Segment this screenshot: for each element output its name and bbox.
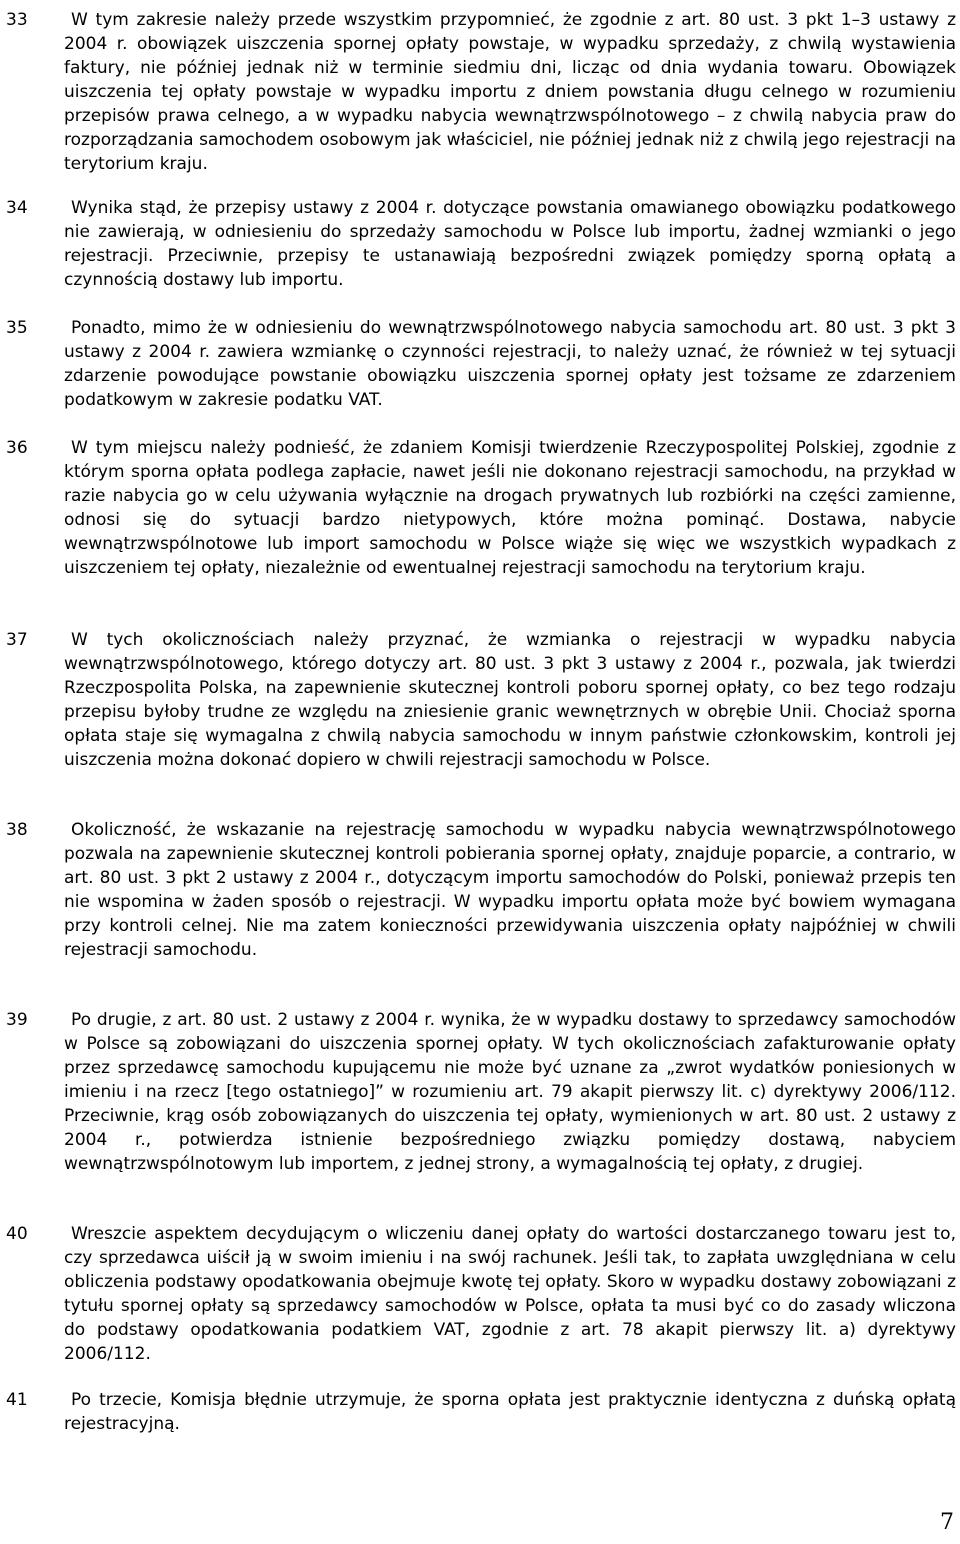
paragraph-text: Po trzecie, Komisja błędnie utrzymuje, że sporna opłata jest praktycznie identyczna z duńską opłatą rejestracyjną. [64,1390,956,1434]
paragraph-38 [0,818,960,962]
paragraph-number: 35 [6,318,28,338]
paragraph-number: 38 [6,820,28,840]
paragraph-text: Wreszcie aspektem decydującym o wliczeniu danej opłaty do wartości dostarczanego towaru jest to, czy sprzedawca uiścił ją w swoim imieniu i na swój rachunek. Jeśli tak, to zapłata uwzględniana w celu obliczenia podstawy opodatkowania obejmuje kwotę tej opłaty. Skoro w wypadku dostawy zobowiązani z tytułu spornej opłaty są sprzedawcy samochodów w Polsce, opłata ta musi być co do zasady wliczona do podstawy opodatkowania podatkiem VAT, zgodnie z art. 78 akapit pierwszy lit. a) dyrektywy 2006/112. [64,1224,956,1364]
paragraph-37 [0,628,960,772]
paragraph-number: 41 [6,1390,28,1410]
paragraph-number: 33 [6,10,28,30]
paragraph-text: W tych okolicznościach należy przyznać, że wzmianka o rejestracji w wypadku nabycia wewnątrzwspólnotowego, którego dotyczy art. 80 ust. 3 pkt 3 ustawy z 2004 r., pozwala, jak twierdzi Rzeczpospolita Polska, na zapewnienie skutecznej kontroli poboru spornej opłaty, co bez tego rodzaju przepisu byłoby trudne ze względu na zniesienie granic wewnętrznych w obrębie Unii. Chociaż sporna opłata staje się wymagalna z chwilą nabycia samochodu w innym państwie członkowskim, kontroli jej uiszczenia można dokonać dopiero w chwili rejestracji samochodu w Polsce. [64,630,956,770]
paragraph-text: Po drugie, z art. 80 ust. 2 ustawy z 2004 r. wynika, że w wypadku dostawy to sprzedawcy samochodów w Polsce są zobowiązani do uiszczenia spornej opłaty. W tych okolicznościach zafakturowanie opłaty przez sprzedawcę samochodu kupującemu nie może być uznane za „zwrot wydatków poniesionych w imieniu i na rzecz [tego ostatniego]” w rozumieniu art. 79 akapit pierwszy lit. c) dyrektywy 2006/112. Przeciwnie, krąg osób zobowiązanych do uiszczenia tej opłaty, wymienionych w art. 80 ust. 2 ustawy z 2004 r., potwierdza istnienie bezpośredniego związku pomiędzy dostawą, nabyciem wewnątrzwspólnotowym lub importem, z jednej strony, a wymagalnością tej opłaty, z drugiej. [64,1010,956,1174]
page-number: 7 [940,1510,954,1535]
paragraph-39 [0,1008,960,1176]
paragraph-text: Wynika stąd, że przepisy ustawy z 2004 r. dotyczące powstania omawianego obowiązku podatkowego nie zawierają, w odniesieniu do sprzedaży samochodu w Polsce lub importu, żadnej wzmianki o jego rejestracji. Przeciwnie, przepisy te ustanawiają bezpośredni związek pomiędzy sporną opłatą a czynnością dostawy lub importu. [64,198,956,290]
paragraph-text: Ponadto, mimo że w odniesieniu do wewnątrzwspólnotowego nabycia samochodu art. 80 ust. 3 pkt 3 ustawy z 2004 r. zawiera wzmiankę o czynności rejestracji, to należy uznać, że również w tej sytuacji zdarzenie powodujące powstanie obowiązku uiszczenia spornej opłaty jest tożsame ze zdarzeniem podatkowym w zakresie podatku VAT. [64,318,956,410]
paragraph-41 [0,1388,960,1436]
paragraph-35 [0,316,960,412]
paragraph-number: 39 [6,1010,28,1030]
paragraph-34 [0,196,960,292]
paragraph-33 [0,8,960,176]
paragraph-text: W tym miejscu należy podnieść, że zdaniem Komisji twierdzenie Rzeczypospolitej Polskiej, zgodnie z którym sporna opłata podlega zapłacie, nawet jeśli nie dokonano rejestracji samochodu, na przykład w razie nabycia go w celu używania wyłącznie na drogach prywatnych lub rozbiórki na części zamienne, odnosi się do sytuacji bardzo nietypowych, które można pominąć. Dostawa, nabycie wewnątrzwspólnotowe lub import samochodu w Polsce wiąże się więc we wszystkich wypadkach z uiszczeniem tej opłaty, niezależnie od ewentualnej rejestracji samochodu na terytorium kraju. [64,438,956,578]
paragraph-number: 36 [6,438,28,458]
paragraph-36 [0,436,960,580]
paragraph-number: 37 [6,630,28,650]
paragraph-number: 34 [6,198,28,218]
paragraph-40 [0,1222,960,1366]
paragraph-text: W tym zakresie należy przede wszystkim przypomnieć, że zgodnie z art. 80 ust. 3 pkt 1–3 ustawy z 2004 r. obowiązek uiszczenia spornej opłaty powstaje, w wypadku sprzedaży, z chwilą wystawienia faktury, nie później jednak niż w terminie siedmiu dni, licząc od dnia wydania towaru. Obowiązek uiszczenia tej opłaty powstaje w wypadku importu z dniem powstania długu celnego w rozumieniu przepisów prawa celnego, a w wypadku nabycia wewnątrzwspólnotowego – z chwilą nabycia praw do rozporządzania samochodem osobowym jak właściciel, nie później jednak niż z chwilą jego rejestracji na terytorium kraju. [64,10,956,174]
paragraph-number: 40 [6,1224,28,1244]
paragraph-text: Okoliczność, że wskazanie na rejestrację samochodu w wypadku nabycia wewnątrzwspólnotowego pozwala na zapewnienie skutecznej kontroli pobierania spornej opłaty, znajduje poparcie, a contrario, w art. 80 ust. 3 pkt 2 ustawy z 2004 r., dotyczącym importu samochodów do Polski, ponieważ przepis ten nie wspomina w żaden sposób o rejestracji. W wypadku importu opłata może być bowiem wymagana przy kontroli celnej. Nie ma zatem konieczności przewidywania uiszczenia opłaty najpóźniej w chwili rejestracji samochodu. [64,820,956,960]
